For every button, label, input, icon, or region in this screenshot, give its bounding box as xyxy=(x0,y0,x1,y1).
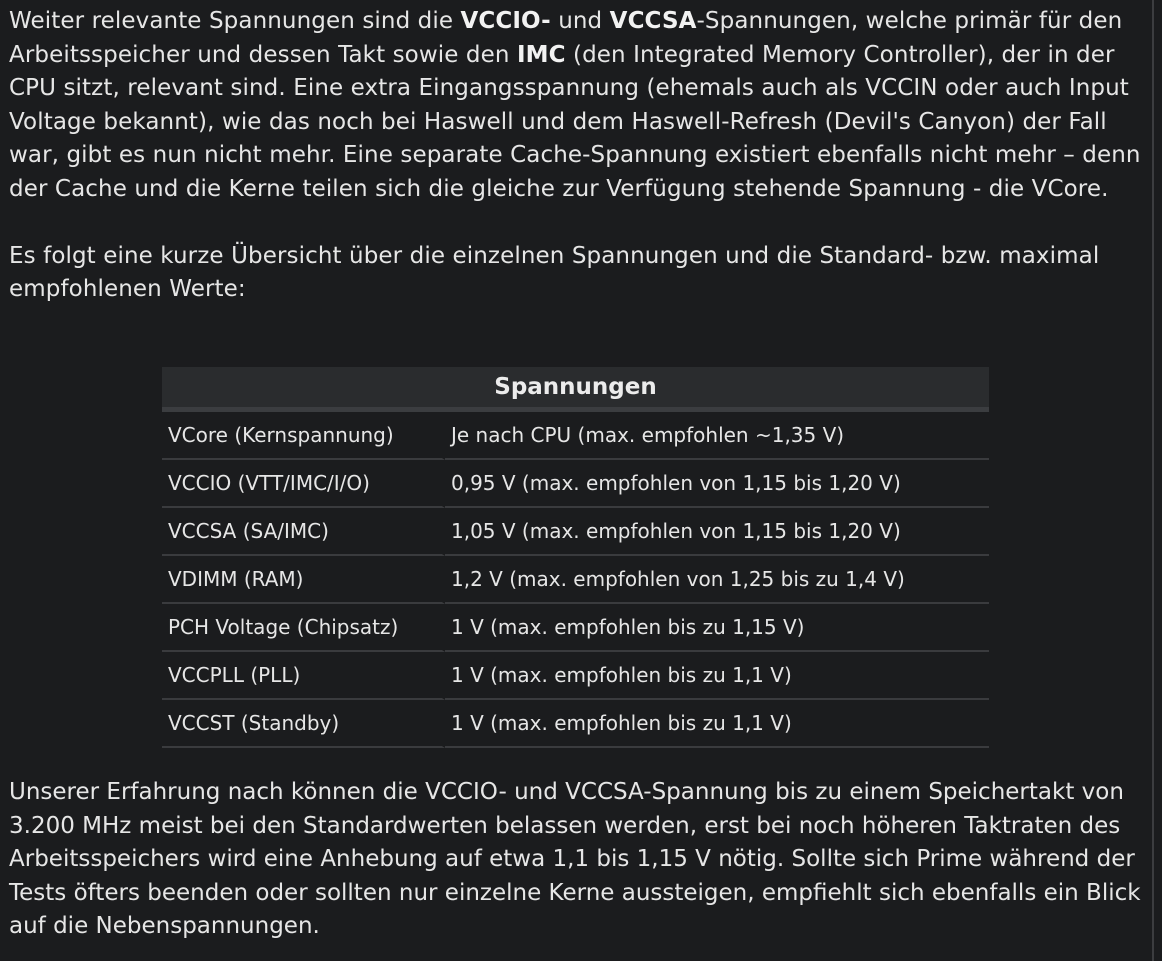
table-row xyxy=(162,556,989,604)
conclusion-paragraph: Unserer Erfahrung nach können die VCCIO- und VCCSA-Spannung bis zu einem Speichertakt von 3.200 MHz meist bei den Standardwerten belassen werden, erst bei noch höheren Taktraten des Arbeitsspeichers wird eine Anhebung auf etwa 1,1 bis 1,15 V nötig. Sollte sich Prime während der Tests öfters beenden oder sollten nur einzelne Kerne aussteigen, empfiehlt sich ebenfalls ein Blick auf die Nebenspannungen. xyxy=(9,779,1141,939)
voltage-name: VCCIO (VTT/IMC/I/O) xyxy=(162,460,445,508)
overview-intro-paragraph: Es folgt eine kurze Übersicht über die einzelnen Spannungen und die Standard- bzw. maximal empfohlenen Werte: xyxy=(9,242,1100,302)
voltage-value: Je nach CPU (max. empfohlen ~1,35 V) xyxy=(445,412,989,460)
table-header: Spannungen xyxy=(162,367,989,412)
bold-term-vccio: VCCIO- xyxy=(460,8,551,34)
voltage-table xyxy=(162,367,989,748)
bold-term-imc: IMC xyxy=(516,41,566,68)
content-border-divider xyxy=(1152,0,1154,961)
voltage-value: 1 V (max. empfohlen bis zu 1,15 V) xyxy=(445,604,989,652)
voltage-name: VCCST (Standby) xyxy=(162,700,445,748)
table-row xyxy=(162,460,989,508)
voltage-value: 1 V (max. empfohlen bis zu 1,1 V) xyxy=(445,700,989,748)
voltage-value: 1,05 V (max. empfohlen von 1,15 bis 1,20 V) xyxy=(445,508,989,556)
voltage-value: 1 V (max. empfohlen bis zu 1,1 V) xyxy=(445,652,989,700)
text-segment: Weiter relevante Spannungen sind die xyxy=(9,8,461,34)
table-row xyxy=(162,652,989,700)
voltage-name: VCCPLL (PLL) xyxy=(162,652,445,700)
voltage-name: VDIMM (RAM) xyxy=(162,556,445,604)
intro-paragraph xyxy=(9,5,1149,206)
text-segment: und xyxy=(550,8,610,34)
article-body xyxy=(9,5,1149,307)
table-row xyxy=(162,508,989,556)
voltage-value: 1,2 V (max. empfohlen von 1,25 bis zu 1,4 V) xyxy=(445,556,989,604)
text-segment: -Spannungen, welche primär für den Arbeitsspeicher und dessen Takt sowie den xyxy=(9,8,1123,68)
bold-term-vccsa: VCCSA xyxy=(609,8,697,34)
voltage-value: 0,95 V (max. empfohlen von 1,15 bis 1,20 V) xyxy=(445,460,989,508)
table-row xyxy=(162,412,989,460)
table-row xyxy=(162,604,989,652)
voltage-name: VCCSA (SA/IMC) xyxy=(162,508,445,556)
table-row xyxy=(162,700,989,748)
voltage-name: PCH Voltage (Chipsatz) xyxy=(162,604,445,652)
paragraph-gap xyxy=(9,206,1149,240)
text-segment: (den Integrated Memory Controller), der in der CPU sitzt, relevant sind. Eine extra Eingangsspannung (ehemals auch als VCCIN oder auch Input Voltage bekannt), wie das noch bei Haswell und dem Haswell-Refresh (Devil's Canyon) der Fall war, gibt es nun nicht mehr. Eine separate Cache-Spannung existiert ebenfalls nicht mehr – denn der Cache und die Kerne teilen sich die gleiche zur Verfügung stehende Spannung - die VCore. xyxy=(9,41,1141,202)
table-header-row xyxy=(162,367,989,412)
voltage-name: VCore (Kernspannung) xyxy=(162,412,445,460)
